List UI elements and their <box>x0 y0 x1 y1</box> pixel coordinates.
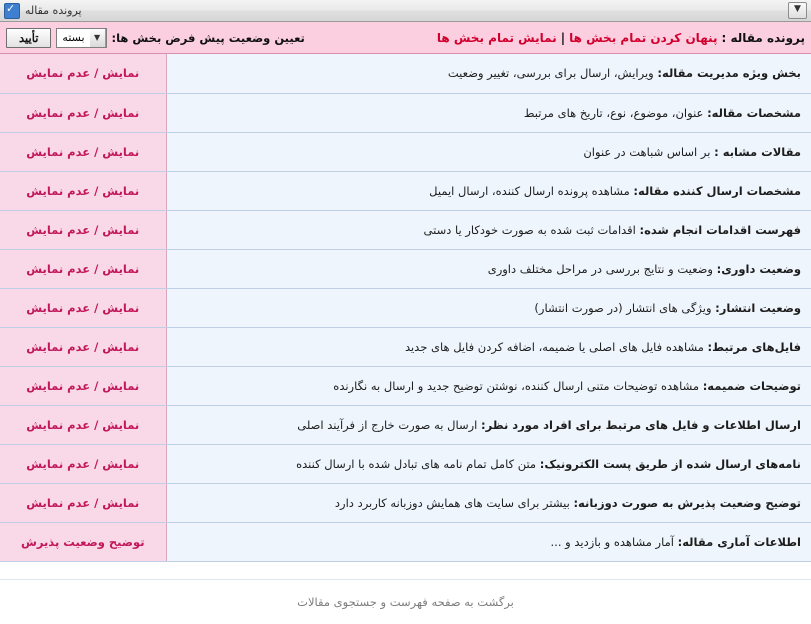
section-title: وضعیت داوری: <box>716 261 801 276</box>
title-bar <box>0 0 811 22</box>
title-bar-right <box>4 3 82 19</box>
section-title: اطلاعات آماری مقاله: <box>677 534 801 549</box>
toolbar-links <box>437 31 805 45</box>
toggle-visibility-link[interactable]: نمایش / عدم نمایش <box>0 171 166 210</box>
section-description-cell <box>166 522 811 561</box>
section-desc: متن کامل تمام نامه های تبادل شده با ارسال کننده <box>296 456 537 471</box>
section-desc: ویژگی های انتشار (در صورت انتشار) <box>534 300 712 315</box>
section-desc: اقدامات ثبت شده به صورت خودکار یا دستی <box>423 222 636 237</box>
section-title: فایل‌های مرتبط: <box>707 339 801 354</box>
section-description-cell <box>166 327 811 366</box>
toggle-visibility-link[interactable]: نمایش / عدم نمایش <box>0 483 166 522</box>
table-row <box>0 366 811 405</box>
table-row <box>0 93 811 132</box>
section-description-cell <box>166 210 811 249</box>
section-title: ارسال اطلاعات و فایل های مرتبط برای افراد مورد نظر: <box>481 417 801 432</box>
section-description-cell <box>166 54 811 93</box>
toggle-visibility-link[interactable]: نمایش / عدم نمایش <box>0 249 166 288</box>
minimize-button[interactable]: ▼ <box>788 2 807 19</box>
back-to-list-link[interactable]: برگشت به صفحه فهرست و جستجوی مقالات <box>297 595 514 609</box>
toggle-visibility-link[interactable]: نمایش / عدم نمایش <box>0 54 166 93</box>
check-document-icon <box>4 3 20 19</box>
section-desc: مشاهده پرونده ارسال کننده، ارسال ایمیل <box>429 183 630 198</box>
toggle-visibility-link[interactable]: نمایش / عدم نمایش <box>0 132 166 171</box>
section-desc: بر اساس شباهت در عنوان <box>583 144 711 159</box>
table-row <box>0 483 811 522</box>
toggle-visibility-link[interactable]: نمایش / عدم نمایش <box>0 405 166 444</box>
section-description-cell <box>166 171 811 210</box>
toggle-visibility-link[interactable]: نمایش / عدم نمایش <box>0 210 166 249</box>
toggle-visibility-link[interactable]: نمایش / عدم نمایش <box>0 444 166 483</box>
section-title: وضعیت انتشار: <box>715 300 801 315</box>
section-title: بخش ویژه مدیریت مقاله: <box>657 66 801 81</box>
chevron-down-icon: ▼ <box>90 29 106 47</box>
section-title: مشخصات ارسال کننده مقاله: <box>633 183 801 198</box>
section-description-cell <box>166 405 811 444</box>
section-title: فهرست اقدامات انجام شده: <box>639 222 801 237</box>
table-row <box>0 405 811 444</box>
table-row <box>0 288 811 327</box>
section-desc: ارسال به صورت خارج از فرآیند اصلی <box>297 417 478 432</box>
section-desc: ویرایش، ارسال برای بررسی، تغییر وضعیت <box>447 66 654 81</box>
table-row <box>0 171 811 210</box>
table-row <box>0 249 811 288</box>
footer <box>0 579 811 624</box>
toggle-visibility-link[interactable]: نمایش / عدم نمایش <box>0 93 166 132</box>
toggle-visibility-link[interactable]: نمایش / عدم نمایش <box>0 288 166 327</box>
table-row <box>0 327 811 366</box>
sections-table <box>0 54 811 562</box>
sections-table-body <box>0 54 811 561</box>
section-desc: عنوان، موضوع، نوع، تاریخ های مرتبط <box>523 105 704 120</box>
toggle-visibility-link[interactable]: نمایش / عدم نمایش <box>0 366 166 405</box>
section-description-cell <box>166 288 811 327</box>
window-title: پرونده مقاله <box>25 4 82 17</box>
section-title: مقالات مشابه : <box>714 144 801 159</box>
table-row <box>0 210 811 249</box>
section-description-cell <box>166 93 811 132</box>
toggle-visibility-link[interactable]: نمایش / عدم نمایش <box>0 327 166 366</box>
table-row <box>0 444 811 483</box>
section-title: مشخصات مقاله: <box>707 105 801 120</box>
default-state-select-value: بسته <box>62 30 85 44</box>
section-desc: وضعیت و نتایج بررسی در مراحل مختلف داوری <box>487 261 713 276</box>
page-title: پرونده مقاله : <box>721 30 805 45</box>
section-description-cell <box>166 366 811 405</box>
page-toolbar <box>0 22 811 54</box>
default-state-label: تعیین وضعیت پیش فرض بخش ها: <box>111 30 305 45</box>
confirm-button[interactable]: تأیید <box>6 28 51 48</box>
sections-table-container <box>0 54 811 579</box>
section-desc: مشاهده فایل های اصلی یا ضمیمه، اضافه کردن فایل های جدید <box>404 339 704 354</box>
section-description-cell <box>166 444 811 483</box>
table-row <box>0 54 811 93</box>
section-desc: مشاهده توضیحات متنی ارسال کننده، نوشتن توضیح جدید و ارسال به نگارنده <box>333 378 700 393</box>
table-row <box>0 522 811 561</box>
section-desc: بیشتر برای سایت های همایش دوزبانه کاربرد دارد <box>334 495 570 510</box>
table-row <box>0 132 811 171</box>
section-description-cell <box>166 483 811 522</box>
default-state-controls <box>6 28 305 48</box>
show-all-sections-link[interactable]: نمایش تمام بخش ها <box>436 30 557 45</box>
link-separator: | <box>560 30 566 45</box>
section-description-cell <box>166 249 811 288</box>
section-description-cell <box>166 132 811 171</box>
section-desc: آمار مشاهده و بازدید و ... <box>550 534 674 549</box>
hide-all-sections-link[interactable]: پنهان کردن تمام بخش ها <box>569 30 718 45</box>
section-title: توضیح وضعیت پذیرش به صورت دوزبانه: <box>573 495 801 510</box>
acceptance-status-link[interactable]: توضیح وضعیت پذیرش <box>0 522 166 561</box>
section-title: توضیحات ضمیمه: <box>702 378 801 393</box>
section-title: نامه‌های ارسال شده از طریق پست الکترونیک: <box>539 456 801 471</box>
default-state-select[interactable] <box>56 28 106 48</box>
